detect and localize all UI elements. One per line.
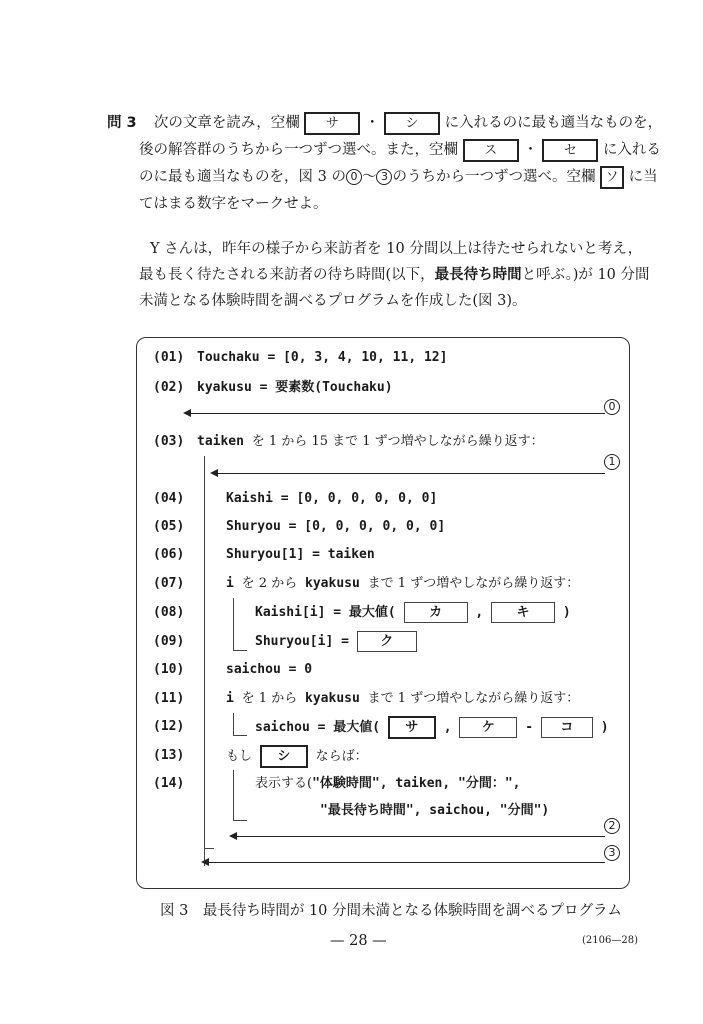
code-line-02: kyakusu = 要素数(Touchaku): [197, 380, 393, 395]
blank-ka: カ: [404, 602, 468, 623]
blank-shi-program: シ: [260, 745, 308, 768]
code-line-14-cont: "最長待ち時間", saichou, "分間"): [320, 803, 550, 818]
figure-caption: 図 3 最長待ち時間が 10 分間未満となる体験時間を調べるプログラム: [160, 903, 622, 919]
arrow-marker-3: [203, 862, 605, 863]
code-token: "体験時間", taiken, "分間：",: [312, 776, 521, 791]
code-line-01: Touchaku = [0, 3, 4, 10, 11, 12]: [197, 350, 448, 365]
loop-corner-inner-2: [233, 735, 247, 736]
code-minus: -: [525, 720, 534, 735]
code-line-06: Shuryou[1] = taiken: [226, 547, 375, 562]
loop-line-outer: [204, 456, 205, 866]
code-token: saichou = 最大値(: [255, 720, 381, 735]
line-number: (05): [153, 519, 185, 534]
code-line-12: [255, 716, 609, 738]
if-block-corner: [233, 820, 247, 821]
code-token: kyakusu: [305, 691, 360, 706]
marker-1-circle: 1: [604, 454, 620, 470]
paragraph-text: と呼ぶ。)が 10 分間: [521, 267, 650, 283]
code-token: taiken: [197, 434, 244, 449]
question-text: に入れる: [602, 142, 661, 158]
tilde: ～: [361, 169, 377, 185]
blank-se: セ: [542, 139, 598, 162]
line-number: (04): [153, 491, 185, 506]
code-paren: ): [562, 605, 571, 620]
blank-ko: コ: [541, 717, 593, 738]
code-line-10: saichou = 0: [226, 662, 313, 677]
arrow-marker-1: [212, 473, 605, 474]
line-number: (11): [153, 691, 185, 706]
line-number: (14): [153, 776, 185, 791]
if-block-line: [233, 770, 234, 820]
page-number: — 28 —: [330, 933, 387, 949]
loop-corner-outer: [204, 848, 214, 849]
code-line-13: [226, 745, 368, 767]
code-token: Kaishi[i] = 最大値(: [255, 605, 396, 620]
line-number: (03): [153, 434, 185, 449]
code-sep: ,: [475, 605, 484, 620]
blank-ke: ケ: [459, 717, 517, 738]
term-max-wait: 最長待ち時間: [434, 267, 522, 283]
code-paren: ): [600, 720, 609, 735]
paragraph-line-3: 未満となる体験時間を調べるプログラムを作成した(図 3)。: [139, 293, 527, 309]
question-text: 後の解答群のうちから一つずつ選べ。また，空欄: [139, 142, 458, 158]
paragraph-text: 最も長く待たされる来訪者の待ち時間(以下，: [139, 267, 435, 283]
code-sep: ,: [443, 720, 452, 735]
code-line-03: [197, 431, 544, 453]
code-token: i: [226, 691, 234, 706]
question-line-4: てはまる数字をマークせよ。: [139, 196, 328, 212]
question-line-2: [139, 137, 661, 163]
blank-su: ス: [463, 139, 519, 162]
marker-2-circle: 2: [604, 818, 620, 834]
marker-3: 3: [376, 169, 392, 185]
loop-line-inner-1: [233, 598, 234, 650]
marker-0-circle: 0: [604, 399, 620, 415]
dot: ・: [364, 115, 380, 131]
paragraph-line-2: [139, 262, 650, 288]
code-line-08: [255, 602, 571, 624]
blank-ki: キ: [491, 602, 555, 623]
line-number: (12): [153, 719, 185, 734]
code-text: を 1 から: [241, 691, 298, 706]
marker-0: 0: [346, 169, 362, 185]
code-text: を 2 から: [241, 576, 298, 591]
code-token: kyakusu: [305, 576, 360, 591]
code-text: まで 1 ずつ増やしながら繰り返す：: [367, 576, 580, 591]
question-text: に当: [628, 169, 658, 185]
paragraph-line-1: Y さんは，昨年の様子から来訪者を 10 分間以上は待たせられないと考え，: [150, 241, 643, 257]
line-number: (06): [153, 547, 185, 562]
line-number: (08): [153, 605, 185, 620]
loop-line-inner-2: [233, 713, 234, 735]
loop-corner-inner-1: [233, 650, 247, 651]
arrow-marker-2: [231, 836, 605, 837]
code-text: まで 1 ずつ増やしながら繰り返す：: [367, 691, 580, 706]
blank-shi: シ: [384, 112, 440, 135]
line-number: (01): [153, 350, 185, 365]
code-text: ならば：: [315, 749, 368, 764]
question-label: 問 3: [107, 115, 137, 131]
line-number: (10): [153, 662, 185, 677]
dot: ・: [523, 142, 538, 158]
arrow-marker-0: [185, 413, 605, 414]
line-number: (09): [153, 634, 185, 649]
code-line-14: [255, 773, 520, 795]
code-line-11: [226, 688, 579, 710]
code-token: Shuryou[i] =: [255, 634, 349, 649]
code-line-09: [255, 631, 417, 653]
code-text: を 1 から 15 まで 1 ずつ増やしながら繰り返す：: [251, 434, 544, 449]
question-line-1: [107, 110, 662, 136]
question-text: に入れるのに最も適当なものを，: [444, 115, 663, 131]
code-line-07: [226, 573, 579, 595]
line-number: (02): [153, 380, 185, 395]
line-number: (13): [153, 748, 185, 763]
question-line-3: [139, 164, 658, 190]
line-number: (07): [153, 576, 185, 591]
code-text: もし: [226, 749, 253, 764]
question-text: のに最も適当なものを，図 3 の: [139, 169, 346, 185]
blank-so: ソ: [600, 166, 624, 189]
marker-3-circle: 3: [604, 845, 620, 861]
question-text: 次の文章を読み，空欄: [153, 115, 300, 131]
code-line-04: Kaishi = [0, 0, 0, 0, 0, 0]: [226, 491, 438, 506]
blank-sa-program: サ: [388, 716, 436, 739]
code-line-05: Shuryou = [0, 0, 0, 0, 0, 0]: [226, 519, 446, 534]
code-token: i: [226, 576, 234, 591]
code-text: 表示する(: [255, 776, 313, 791]
question-text: のうちから一つずつ選べ。空欄: [392, 169, 596, 185]
blank-sa: サ: [304, 112, 360, 135]
page-code: (2106—28): [582, 935, 638, 946]
blank-ku: ク: [357, 631, 417, 652]
